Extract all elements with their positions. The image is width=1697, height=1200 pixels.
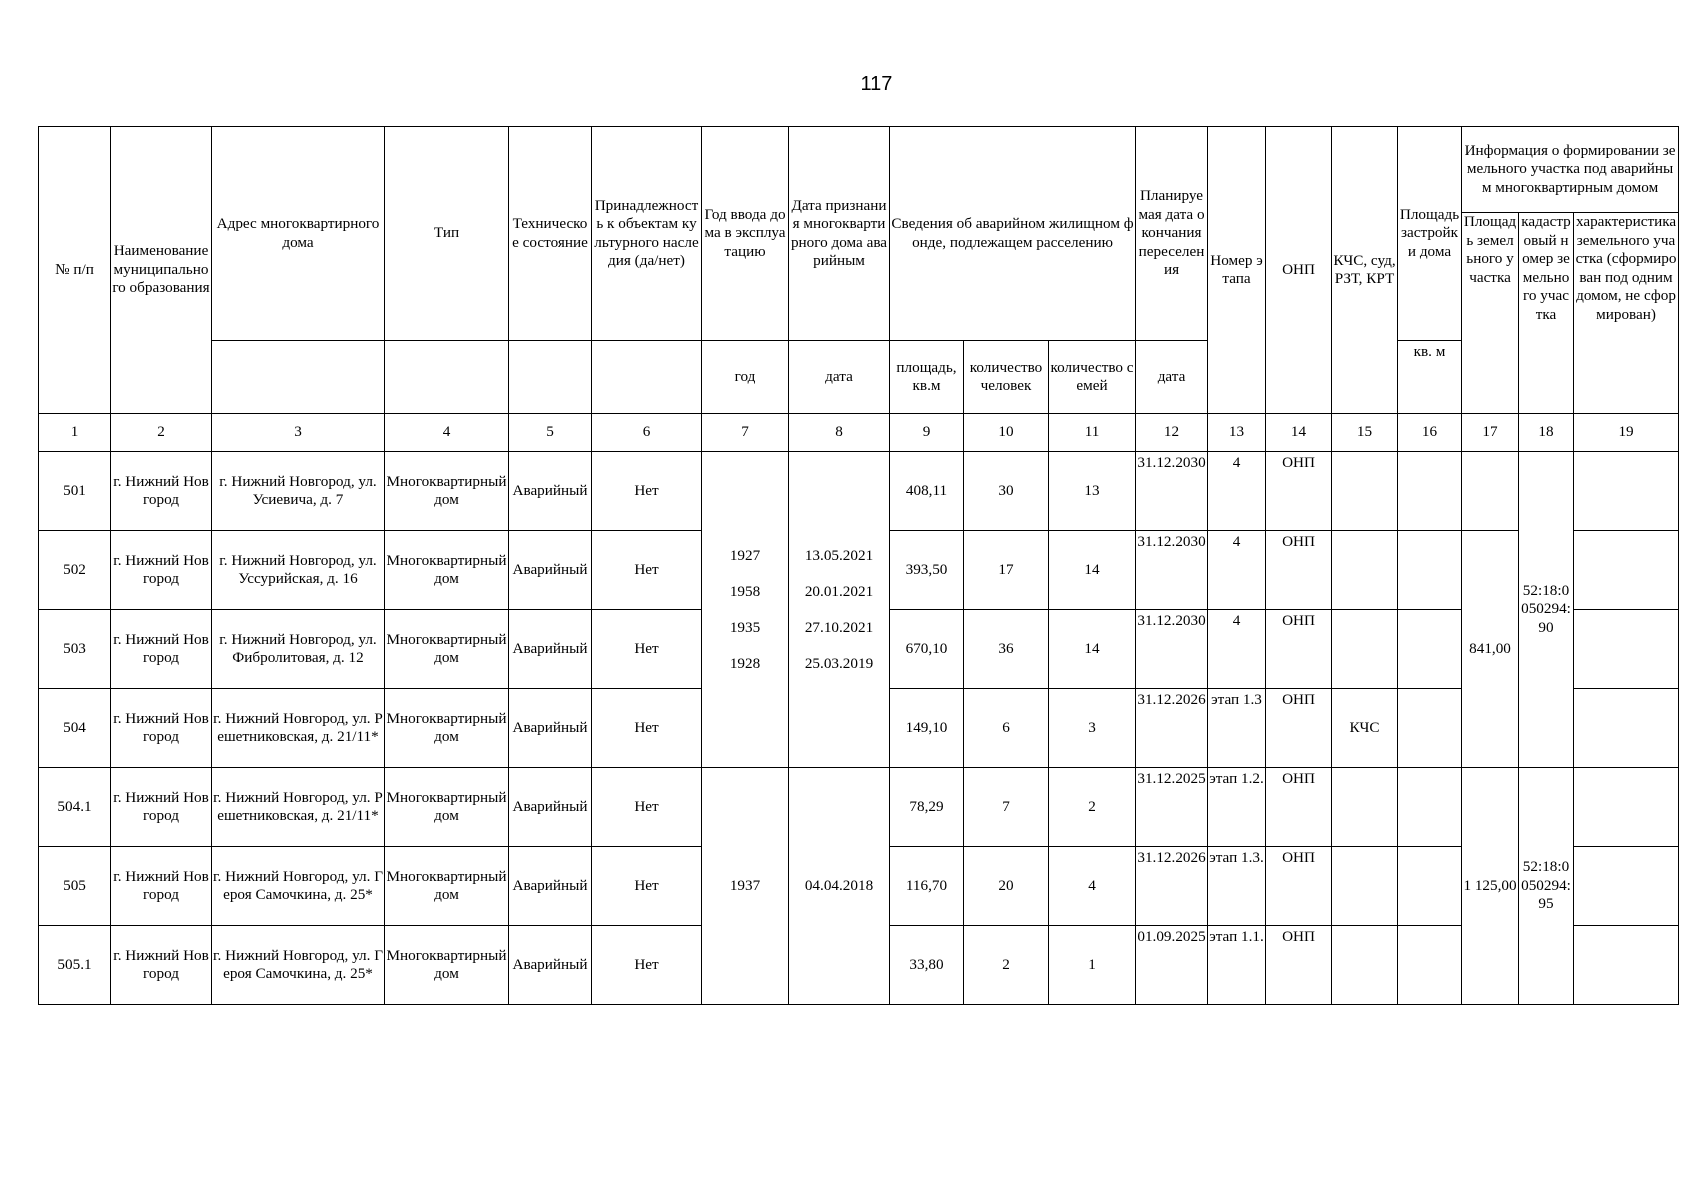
state-cell: Аварийный bbox=[509, 610, 592, 689]
header-empty-5 bbox=[509, 341, 592, 414]
stage-cell: этап 1.3 bbox=[1208, 689, 1266, 768]
subheader-building-area-unit: кв. м bbox=[1398, 341, 1462, 414]
header-recognition-date: Дата признания многоквартирного дома аварийным bbox=[789, 127, 890, 341]
heritage-cell: Нет bbox=[592, 768, 702, 847]
subheader-planned-date: дата bbox=[1136, 341, 1208, 414]
column-number: 10 bbox=[964, 414, 1049, 452]
stage-cell: 4 bbox=[1208, 452, 1266, 531]
heritage-cell: Нет bbox=[592, 847, 702, 926]
subheader-year: год bbox=[702, 341, 789, 414]
row-number: 502 bbox=[39, 531, 111, 610]
stage-cell: 4 bbox=[1208, 610, 1266, 689]
area-cell: 149,10 bbox=[890, 689, 964, 768]
type-cell: Многоквартирный дом bbox=[385, 768, 509, 847]
building-area-cell bbox=[1398, 768, 1462, 847]
families-cell: 4 bbox=[1049, 847, 1136, 926]
people-cell: 7 bbox=[964, 768, 1049, 847]
column-number: 7 bbox=[702, 414, 789, 452]
state-cell: Аварийный bbox=[509, 452, 592, 531]
header-row-1 bbox=[39, 127, 1679, 213]
column-number: 16 bbox=[1398, 414, 1462, 452]
header-empty-4 bbox=[385, 341, 509, 414]
header-empty-3 bbox=[212, 341, 385, 414]
column-number: 5 bbox=[509, 414, 592, 452]
onp-cell: ОНП bbox=[1266, 847, 1332, 926]
type-cell: Многоквартирный дом bbox=[385, 452, 509, 531]
onp-cell: ОНП bbox=[1266, 926, 1332, 1005]
row-number: 505.1 bbox=[39, 926, 111, 1005]
header-address: Адрес многоквартирного дома bbox=[212, 127, 385, 341]
header-planned-date: Планируемая дата окончания переселения bbox=[1136, 127, 1208, 341]
header-land-characteristic: характеристика земельного участка (сформирован под одним домом, не сформирован) bbox=[1574, 213, 1679, 414]
column-numbers-row bbox=[39, 414, 1679, 452]
onp-cell: ОНП bbox=[1266, 531, 1332, 610]
address-cell: г. Нижний Новгород, ул. Фибролитовая, д. 12 bbox=[212, 610, 385, 689]
planned-date-cell: 01.09.2025 bbox=[1136, 926, 1208, 1005]
column-number: 2 bbox=[111, 414, 212, 452]
column-number: 12 bbox=[1136, 414, 1208, 452]
state-cell: Аварийный bbox=[509, 689, 592, 768]
group1-dates-cell bbox=[789, 452, 890, 768]
families-cell: 1 bbox=[1049, 926, 1136, 1005]
area-cell: 78,29 bbox=[890, 768, 964, 847]
state-cell: Аварийный bbox=[509, 531, 592, 610]
column-number: 19 bbox=[1574, 414, 1679, 452]
state-cell: Аварийный bbox=[509, 768, 592, 847]
address-cell: г. Нижний Новгород, ул. Героя Самочкина, д. 25* bbox=[212, 847, 385, 926]
building-area-cell bbox=[1398, 847, 1462, 926]
row-number: 505 bbox=[39, 847, 111, 926]
planned-date-cell: 31.12.2025 bbox=[1136, 768, 1208, 847]
column-number: 4 bbox=[385, 414, 509, 452]
column-number: 18 bbox=[1519, 414, 1574, 452]
land-characteristic-cell bbox=[1574, 610, 1679, 689]
people-cell: 20 bbox=[964, 847, 1049, 926]
header-onp: ОНП bbox=[1266, 127, 1332, 414]
year-value: 1928 bbox=[729, 654, 761, 672]
stage-cell: этап 1.1. bbox=[1208, 926, 1266, 1005]
row-number: 504.1 bbox=[39, 768, 111, 847]
header-type: Тип bbox=[385, 127, 509, 341]
header-land-info: Информация о формировании земельного участка под аварийным многоквартирным домом bbox=[1462, 127, 1679, 213]
header-empty-6 bbox=[592, 341, 702, 414]
group2-year-cell: 1937 bbox=[702, 768, 789, 1005]
group2-cadastral-cell: 52:18:0050294:95 bbox=[1519, 768, 1574, 1005]
kchs-cell bbox=[1332, 610, 1398, 689]
kchs-cell bbox=[1332, 452, 1398, 531]
land-area-top-cell bbox=[1462, 452, 1519, 531]
stage-cell: 4 bbox=[1208, 531, 1266, 610]
row-number: 504 bbox=[39, 689, 111, 768]
column-number: 11 bbox=[1049, 414, 1136, 452]
year-value: 1958 bbox=[729, 582, 761, 600]
kchs-cell bbox=[1332, 847, 1398, 926]
area-cell: 670,10 bbox=[890, 610, 964, 689]
column-number: 1 bbox=[39, 414, 111, 452]
onp-cell: ОНП bbox=[1266, 689, 1332, 768]
municipality-cell: г. Нижний Новгород bbox=[111, 452, 212, 531]
page-number: 117 bbox=[860, 73, 893, 95]
row-number: 503 bbox=[39, 610, 111, 689]
stage-cell: этап 1.2. bbox=[1208, 768, 1266, 847]
families-cell: 14 bbox=[1049, 610, 1136, 689]
row-number: 501 bbox=[39, 452, 111, 531]
planned-date-cell: 31.12.2030 bbox=[1136, 610, 1208, 689]
building-area-cell bbox=[1398, 452, 1462, 531]
address-cell: г. Нижний Новгород, ул. Героя Самочкина, д. 25* bbox=[212, 926, 385, 1005]
address-cell: г. Нижний Новгород, ул. Усиевича, д. 7 bbox=[212, 452, 385, 531]
people-cell: 36 bbox=[964, 610, 1049, 689]
group1-cadastral-cell: 52:18:0050294:90 bbox=[1519, 452, 1574, 768]
type-cell: Многоквартирный дом bbox=[385, 926, 509, 1005]
address-cell: г. Нижний Новгород, ул. Уссурийская, д. 16 bbox=[212, 531, 385, 610]
building-area-cell bbox=[1398, 531, 1462, 610]
header-num: № п/п bbox=[39, 127, 111, 414]
onp-cell: ОНП bbox=[1266, 768, 1332, 847]
year-value: 1927 bbox=[729, 546, 761, 564]
date-value: 25.03.2019 bbox=[804, 654, 874, 672]
area-cell: 408,11 bbox=[890, 452, 964, 531]
date-value: 27.10.2021 bbox=[804, 618, 874, 636]
building-area-cell bbox=[1398, 610, 1462, 689]
group2-date-cell: 04.04.2018 bbox=[789, 768, 890, 1005]
planned-date-cell: 31.12.2030 bbox=[1136, 452, 1208, 531]
group1-land-area-cell: 841,00 bbox=[1462, 531, 1519, 768]
column-number: 3 bbox=[212, 414, 385, 452]
column-number: 6 bbox=[592, 414, 702, 452]
emergency-housing-table bbox=[38, 126, 1679, 1005]
people-cell: 17 bbox=[964, 531, 1049, 610]
planned-date-cell: 31.12.2030 bbox=[1136, 531, 1208, 610]
table-row bbox=[39, 452, 1679, 531]
column-number: 14 bbox=[1266, 414, 1332, 452]
heritage-cell: Нет bbox=[592, 610, 702, 689]
table-row bbox=[39, 768, 1679, 847]
kchs-cell bbox=[1332, 531, 1398, 610]
kchs-cell bbox=[1332, 768, 1398, 847]
land-characteristic-cell bbox=[1574, 531, 1679, 610]
header-land-area: Площадь земельного участка bbox=[1462, 213, 1519, 414]
onp-cell: ОНП bbox=[1266, 610, 1332, 689]
land-characteristic-cell bbox=[1574, 768, 1679, 847]
area-cell: 393,50 bbox=[890, 531, 964, 610]
stage-cell: этап 1.3. bbox=[1208, 847, 1266, 926]
column-number: 9 bbox=[890, 414, 964, 452]
people-cell: 30 bbox=[964, 452, 1049, 531]
planned-date-cell: 31.12.2026 bbox=[1136, 847, 1208, 926]
type-cell: Многоквартирный дом bbox=[385, 610, 509, 689]
state-cell: Аварийный bbox=[509, 847, 592, 926]
kchs-cell bbox=[1332, 926, 1398, 1005]
date-value: 20.01.2021 bbox=[804, 582, 874, 600]
header-housing-info: Сведения об аварийном жилищном фонде, подлежащем расселению bbox=[890, 127, 1136, 341]
state-cell: Аварийный bbox=[509, 926, 592, 1005]
column-number: 17 bbox=[1462, 414, 1519, 452]
subheader-people: количество человек bbox=[964, 341, 1049, 414]
header-stage: Номер этапа bbox=[1208, 127, 1266, 414]
heritage-cell: Нет bbox=[592, 452, 702, 531]
kchs-cell: КЧС bbox=[1332, 689, 1398, 768]
land-characteristic-cell bbox=[1574, 847, 1679, 926]
subheader-date: дата bbox=[789, 341, 890, 414]
heritage-cell: Нет bbox=[592, 926, 702, 1005]
area-cell: 116,70 bbox=[890, 847, 964, 926]
building-area-cell bbox=[1398, 689, 1462, 768]
families-cell: 14 bbox=[1049, 531, 1136, 610]
date-value: 13.05.2021 bbox=[804, 546, 874, 564]
municipality-cell: г. Нижний Новгород bbox=[111, 847, 212, 926]
column-number: 15 bbox=[1332, 414, 1398, 452]
subheader-area: площадь, кв.м bbox=[890, 341, 964, 414]
land-characteristic-cell bbox=[1574, 452, 1679, 531]
municipality-cell: г. Нижний Новгород bbox=[111, 768, 212, 847]
families-cell: 3 bbox=[1049, 689, 1136, 768]
address-cell: г. Нижний Новгород, ул. Решетниковская, д. 21/11* bbox=[212, 689, 385, 768]
year-value: 1935 bbox=[729, 618, 761, 636]
municipality-cell: г. Нижний Новгород bbox=[111, 531, 212, 610]
people-cell: 2 bbox=[964, 926, 1049, 1005]
planned-date-cell: 31.12.2026 bbox=[1136, 689, 1208, 768]
people-cell: 6 bbox=[964, 689, 1049, 768]
land-characteristic-cell bbox=[1574, 926, 1679, 1005]
onp-cell: ОНП bbox=[1266, 452, 1332, 531]
municipality-cell: г. Нижний Новгород bbox=[111, 689, 212, 768]
families-cell: 13 bbox=[1049, 452, 1136, 531]
group2-land-area-cell: 1 125,00 bbox=[1462, 768, 1519, 1005]
area-cell: 33,80 bbox=[890, 926, 964, 1005]
address-cell: г. Нижний Новгород, ул. Решетниковская, д. 21/11* bbox=[212, 768, 385, 847]
header-tech-state: Техническое состояние bbox=[509, 127, 592, 341]
header-cadastral: кадастровый номер земельного участка bbox=[1519, 213, 1574, 414]
header-building-area: Площадь застройки дома bbox=[1398, 127, 1462, 341]
header-year-built: Год ввода дома в эксплуатацию bbox=[702, 127, 789, 341]
header-row-3 bbox=[39, 341, 1679, 414]
municipality-cell: г. Нижний Новгород bbox=[111, 926, 212, 1005]
heritage-cell: Нет bbox=[592, 689, 702, 768]
header-heritage: Принадлежность к объектам культурного наследия (да/нет) bbox=[592, 127, 702, 341]
type-cell: Многоквартирный дом bbox=[385, 689, 509, 768]
header-kchs: КЧС, суд, РЗТ, КРТ bbox=[1332, 127, 1398, 414]
type-cell: Многоквартирный дом bbox=[385, 847, 509, 926]
subheader-families: количество семей bbox=[1049, 341, 1136, 414]
header-municipality: Наименование муниципального образования bbox=[111, 127, 212, 414]
heritage-cell: Нет bbox=[592, 531, 702, 610]
group1-years-cell bbox=[702, 452, 789, 768]
type-cell: Многоквартирный дом bbox=[385, 531, 509, 610]
families-cell: 2 bbox=[1049, 768, 1136, 847]
land-characteristic-cell bbox=[1574, 689, 1679, 768]
building-area-cell bbox=[1398, 926, 1462, 1005]
column-number: 13 bbox=[1208, 414, 1266, 452]
municipality-cell: г. Нижний Новгород bbox=[111, 610, 212, 689]
column-number: 8 bbox=[789, 414, 890, 452]
